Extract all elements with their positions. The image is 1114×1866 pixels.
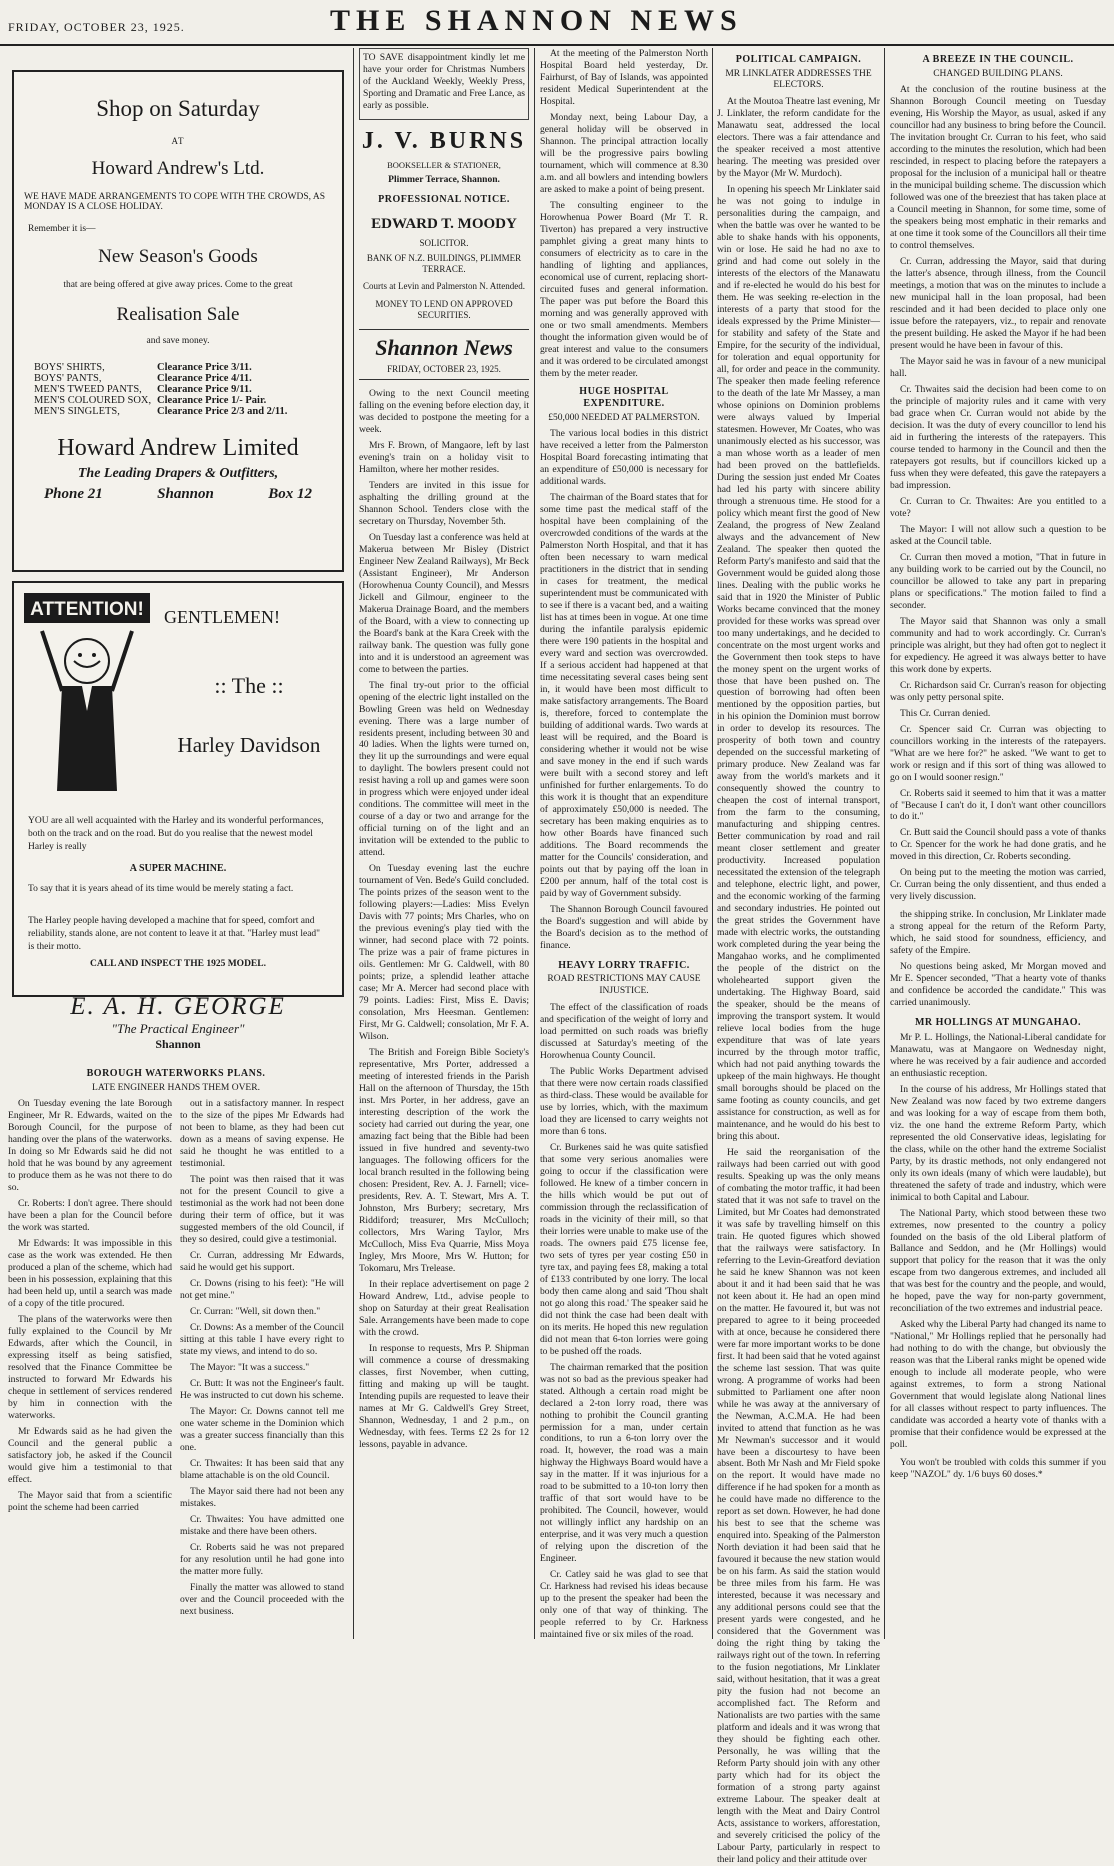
masthead-title: THE SHANNON NEWS xyxy=(330,4,743,37)
ad-dealer-town: Shannon xyxy=(155,1037,201,1051)
paragraph: At the Moutoa Theatre last evening, Mr J. Linklater, the reform candidate for the Manawatu seat, addressed the local electors. There was a fair attendance and the speaker received a most attentive hearing. The meeting was presided over by the Mayor (Mr W. Murdoch). xyxy=(717,96,880,180)
price-row xyxy=(34,406,294,417)
paragraph: In the course of his address, Mr Hollings stated that New Zealand was now faced by two extreme dangers and was looking for a way of escape from them both, viz. the one hand the extreme Reform Party, which represented the old Conservative ideas, legislating for the class, while on the other hand the extreme Socialist Party, by its drastic methods, not only endangered not only its own ideals (many of which were laudable), but threatened the safety of trade and industry, which were inimical to both Capital and Labour. xyxy=(890,1083,1106,1203)
moody-courts: Courts at Levin and Palmerston N. Attended. xyxy=(363,281,525,292)
breeze-paragraphs xyxy=(890,84,1106,903)
column-4 xyxy=(540,48,708,1641)
column-3 xyxy=(359,48,529,1638)
moody-solicitor: SOLICITOR. xyxy=(419,237,469,248)
political-continued-paragraphs xyxy=(890,909,1106,1009)
paragraph: The various local bodies in this district have received a letter from the Palmerston Hospital Board forecasting intimating that an expenditure of £50,000 is necessary for additional wards. xyxy=(540,428,708,488)
paragraph: The British and Foreign Bible Society's representative, Mrs Porter, addressed a meeting of interested friends in the Parish Hall on the afternoon of Thursday, the 15th inst. Mrs Porter, in her address, gave an interesting description of the work the society had carried out during the year, one amazing fact being that the Bible had been issued in five hundred and seventy-two languages. The following officers for the local branch resulted in the following being chosen: President, Rev. A. J. Farnell; vice-presidents, Rev. A. T. Stewart, Mrs A. T. Johnston, Mrs Burbery; secretary, Mrs Riddiford; treasurer, Mrs McCulloch; collectors, Mrs Waring Taylor, Mrs McCulloch, Miss Eva Quarrie, Miss Moya Ingley, Mrs Moore, Mrs W. Hutton; for Tokomaru, Mrs Trelease. xyxy=(359,1047,529,1274)
paragraph: The final try-out prior to the official opening of the electric light installed on the Bowling Green was held on Wednesday evening. There was a large number of residents present, including between 30 and 40 ladies. When the lights were turned on, they lit up the surroundings and were equal to daylight. The bowlers present could not resist having a roll up and games were soon in progress which were enjoyed under ideal conditions. The committee will meet in the course of a day or two and arrange for the official turning on of the light and an invitation will be extended to the public to attend. xyxy=(359,679,529,859)
waterworks-right-column xyxy=(180,1098,344,1621)
paragraph: In opening his speech Mr Linklater said he was not going to indulge in personalities during the campaign, and when the battle was over he wanted to be able to shake hands with his opponents, win or lose. He said he had no axe to grind and had come out solely in the interests of the electors of the Manawatu and if re-elected he would do his best for them. He was seeking re-election in the interests of a party that stood for the ideals expressed by the Prime Minister—for stability and safety of the State and Empire, for the security of the individual, for toleration and equal opportunity for all, for order and peace in the community. The speaker then made feeling reference to the death of the late Mr Massey, a man whose opinions on Dominion problems were always valued by Imperial statesmen. However, Mr Coates, who was unanimously elected as his successor, was a man whose worth as a leader of men had been proved on the battlefields. During the session just ended Mr Coates had led his party with sincere ability through a strenuous time. He stood for a policy which meant first the good of New Zealand, the progress of New Zealand always and the advancement of New Zealand. The speaker then quoted the Reform Party's manifesto and said that the Government would be guided along those lines. Dealing with the public works he said that in 1920 the Minister of Public Works became convinced that the money provided for these works was spread over too many undertakings, and he decided to concentrate on the most urgent works and the Government then took steps to have the money spent on the urgent works of those that have been pushed on. The question of borrowing had often been mentioned by the opposition parties, but in his opinion the Dominion must borrow in order to develop its resources. The prosperity of both town and country depended on the successful marketing of primary produce. New Zealand was far away from the world's markets and it consequently showed the country to cheapen the cost of internal transport, from the farm to the consuming, manufacturing and shipping centres. Better communication by road and rail meant closer settlement and greater productivity. Increased population necessitated the extension of the telegraph and telephone, electric light, and power, and the economic working of the farming and secondary industries. He pointed out the great strides the Government have made with electric works, the outstanding work completed during the year being the Mangahao works, and he complimented the people of the district on the wholehearted support given the undertaking. The Highway Board, said the speaker, should be the means of improving the transport system. It would relieve local bodies from the huge expenditure that was of late years incurred by the through motor traffic, which had not paid anything towards the upkeep of the main highways. He thought small boroughs should be placed on the same footing as county councils, and get assistance for construction, as well as for maintenance, and he would do his best to bring this about. xyxy=(717,184,880,1142)
ad-save: and save money. xyxy=(146,336,210,346)
price-value: Clearance Price 3/11. xyxy=(157,362,252,373)
article-waterworks xyxy=(8,1062,344,1640)
paragraph: The National Party, which stood between these two extremes, now presented to the country a policy founded on the basis of the old Liberal platform of Ballance and Seddon, and he (Mr Hollings) would support that policy for the reason that it was the only escape from two dangerous extremes, and included all that was best for the country and the people, and would, he hoped, pave the way for non-party government, reconciliation of the two extremes and industrial peace. xyxy=(890,1207,1106,1315)
ad-sale: Realisation Sale xyxy=(116,304,240,325)
ad-howard-andrew xyxy=(12,70,344,572)
paragraph: Tenders are invited in this issue for asphalting the drilling ground at the Shannon School. Tenders close with the secretary on Thursday, November 5th. xyxy=(359,479,529,527)
paragraph: No questions being asked, Mr Morgan moved and Mr E. Spencer seconded, "That a hearty vote of thanks and confidence be accorded the candidate." This was carried unanimously. xyxy=(890,961,1106,1009)
paragraph: The Mayor said that Shannon was only a small community and had to work accordingly. Cr. Curran's principle was alright, but they had often got to neglect it for expediency. He agreed it was always better to have this work done by experts. xyxy=(890,615,1106,675)
price-value: Clearance Price 9/11. xyxy=(157,384,252,395)
price-value: Clearance Price 1/- Pair. xyxy=(157,395,267,406)
headline-breeze: A BREEZE IN THE COUNCIL. xyxy=(922,54,1074,65)
paragraph: the shipping strike. In conclusion, Mr Linklater made a strong appeal for the return of the Reform Party, which, he said stood for soundness, efficiency, and safety of the Empire. xyxy=(890,909,1106,957)
column-5 xyxy=(717,48,880,1865)
ad-store-name: Howard Andrew's Ltd. xyxy=(91,158,265,179)
notice-burns xyxy=(359,48,529,120)
price-row xyxy=(34,362,294,373)
price-row xyxy=(34,373,294,384)
price-value: Clearance Price 2/3 and 2/11. xyxy=(157,406,288,417)
masthead-date: FRIDAY, OCTOBER 23, 1925. xyxy=(8,20,185,34)
ad-remember: Remember it is— xyxy=(28,224,96,234)
price-item: BOYS' SHIRTS, xyxy=(34,362,105,373)
subheadline-hospital: £50,000 NEEDED AT PALMERSTON. xyxy=(548,412,700,423)
paragraph: Cr. Curran to Cr. Thwaites: Are you entitled to a vote? xyxy=(890,495,1106,519)
paragraph: Owing to the next Council meeting falling on the evening before election day, it was decided to postpone the meeting for a week. xyxy=(359,387,529,435)
political-paragraphs xyxy=(717,96,880,1866)
paragraph: On Tuesday evening the late Borough Engineer, Mr R. Edwards, waited on the Borough Council, for the purpose of handing over the plans of the waterworks. In doing so Mr Edwards said he did not hold that he was bound by any agreement to produce them as he was not there to do so. xyxy=(8,1098,172,1194)
price-item: MEN'S TWEED PANTS, xyxy=(34,384,142,395)
hollings-paragraphs xyxy=(890,1032,1106,1451)
paragraph: Cr. Curran, addressing the Mayor, said that during the latter's absence, through illness, from the Council meetings, a motion that was on the minutes to include a new municipal hall in the loan proposal, had been rescinded and it had been decided to place only one issue before the ratepayers, viz., to repair and renovate the present building. He asked the Mayor if he had been present would he have been in favour of this. xyxy=(890,256,1106,352)
column-rule xyxy=(534,48,535,1639)
ad-harley-davidson xyxy=(12,581,344,997)
paragraph: Cr. Downs (rising to his feet): "He will not get mine." xyxy=(180,1278,344,1302)
ad-offered: that are being offered at give away prices. Come to the great xyxy=(63,280,293,290)
ad-firm-name: Howard Andrew Limited xyxy=(57,435,299,461)
moody-money: MONEY TO LEND ON APPROVED SECURITIES. xyxy=(375,298,513,320)
paragraph: Cr. Thwaites: You have admitted one mistake and there have been others. xyxy=(180,1513,344,1537)
paragraph: Monday next, being Labour Day, a general holiday will be observed in Shannon. The principal attraction locally will be the progressive pairs bowling tournament, which will commence at 8.30 a.m. and all bowlers and intending bowlers are asked to make a point of being present. xyxy=(540,111,708,195)
subheadline-political: MR LINKLATER ADDRESSES THE ELECTORS. xyxy=(725,68,872,91)
ad-attention: ATTENTION! xyxy=(30,599,144,620)
headline-hollings: MR HOLLINGS AT MUNGAHAO. xyxy=(914,1017,1082,1029)
column-rule xyxy=(353,48,354,1639)
ad-shop-saturday: Shop on Saturday xyxy=(96,96,260,121)
paragraph: On Tuesday evening last the euchre tournament of Ven. Bede's Guild concluded. The points prizes of the season went to the following players:—Ladies: Miss Evelyn Davis with 77 points; Mrs Charles, who on the previous evening's play tied with the winner, had second place with 72 points. The prize was a pair of frame pictures in oils. Gentlemen: Mr G. Caldwell, with 80 points; prize, a splendid leather attache case; Mr A. Mercer had second place with 79 points. Ladies: First, Miss E. Davis; consolation, Mrs Heesman. Gentlemen: First, Mr G. Caldwell; consolation, Mr F. A. Wilson. xyxy=(359,863,529,1043)
paragraph: Cr. Curran then moved a motion, "That in future in any building work to be carried out by the Council, no councillor be allowed to take any part in preparing plans or specifications." The motion failed to find a seconder. xyxy=(890,551,1106,611)
paragraph: Cr. Roberts: I don't agree. There should have been a plan for the Council before the work was started. xyxy=(8,1198,172,1234)
paragraph: Mrs F. Brown, of Mangaore, left by last evening's train on a holiday visit to Hamilton, where her mother resides. xyxy=(359,439,529,475)
ad-at: AT xyxy=(171,136,185,146)
ad-price-list xyxy=(34,362,294,417)
ad-george xyxy=(12,993,344,1055)
lorry-paragraphs xyxy=(540,1002,708,1641)
masthead xyxy=(0,0,1114,46)
ad-box: Box 12 xyxy=(268,486,312,502)
ad-intro: YOU are all well acquainted with the Harley and its wonderful performances, both on the track and on the road. But do you realise that the newest model Harley is really xyxy=(28,816,324,852)
ad-gentlemen: GENTLEMEN! xyxy=(164,607,280,627)
subheadline: LATE ENGINEER HANDS THEM OVER. xyxy=(92,1082,260,1093)
price-item: MEN'S COLOURED SOX, xyxy=(34,395,152,406)
paragraph: Cr. Butt: It was not the Engineer's fault. He was instructed to cut down his scheme. xyxy=(180,1378,344,1402)
column-rule xyxy=(884,48,885,1639)
ad-dealer-tag: "The Practical Engineer" xyxy=(111,1021,245,1036)
ad-tagline: The Leading Drapers & Outfitters, xyxy=(77,466,279,481)
headline: BOROUGH WATERWORKS PLANS. xyxy=(86,1068,266,1079)
paragraph: The point was then raised that it was not for the present Council to give a testimonial as the work had not been done during their term of office, but it was suggested members of the old Council, if they so desired, could give a testimonial. xyxy=(180,1174,344,1246)
paragraph: Cr. Thwaites said the decision had been come to on the principle of majority rules and it came with very bad grace when Cr. Curran would not abide by the decision. It was the duty of every councillor to lend his aid in furthering the interests of the ratepayers. This course tended to harmony in the Council and then the ratepayers got results, but if councillors kicked up a fuss when they were defeated, this gave the ratepayers a bad impression. xyxy=(890,384,1106,491)
price-item: BOYS' PANTS, xyxy=(34,373,102,384)
paragraph: The Mayor: Cr. Downs cannot tell me one water scheme in the Dominion which was a greater success financially than this one. xyxy=(180,1406,344,1453)
headline-hospital: HUGE HOSPITAL EXPENDITURE. xyxy=(579,385,669,410)
paragraph: Asked why the Liberal Party had changed its name to "National," Mr Hollings replied that he personally had had nothing to do with the change, but obviously the reason was that the Liberal ranks might be opened wide enough to include all moderate people, who were against extremes, to form a strong National Government that would legislate along National lines for all classes without respect to party influences. The candidate was accorded a hearty vote of thanks with a promise that their confidence would be expressed at the poll. xyxy=(890,1319,1106,1451)
burns-trade: BOOKSELLER & STATIONER, xyxy=(387,159,501,170)
paragraph: The Mayor said that from a scientific point the scheme had been carried xyxy=(8,1489,172,1513)
moody-bank: BANK OF N.Z. BUILDINGS, PLIMMER TERRACE. xyxy=(366,252,522,275)
paragraph: Cr. Spencer said Cr. Curran was objecting to councillors working in the interests of the ratepayers. "What are we here for?" he asked. "We want to get to work or resign and if this sort of thing was allowed to go on I would sooner resign." xyxy=(890,723,1106,783)
attention-man-illustration xyxy=(22,591,152,811)
paragraph: Cr. Thwaites: It has been said that any blame attachable is on the old Council. xyxy=(180,1457,344,1481)
column-rule xyxy=(712,48,713,1639)
column-4-paragraphs xyxy=(540,48,708,380)
paragraph: At the conclusion of the routine business at the Shannon Borough Council meeting on Tuesday evening, His Worship the Mayor, as usual, asked if any councillor had any business to bring before the Council. The invitation brought Cr. Curran to his feet, who said according to the minutes the resolution, which had been rescinded, in respect to placing before the ratepayers a proposal for the inclusion of a municipal hall or theatre in the municipal building scheme. The discussion which followed was one of the breeziest that has taken place at a Council meeting in Shannon, for some time, some of the speakers being most emphatic in their remarks and at one time it took some of the Councillors all their time to control themselves. xyxy=(890,84,1106,252)
ad-brand: Harley Davidson xyxy=(177,733,321,757)
paragraph: The chairman of the Board states that for some time past the medical staff of the hospital have been complaining of the overcrowded conditions of the wards at the Palmerston North Hospital, and that it has often been necessary to warn medical practitioners in the district that in sending in cases for treatment, the medical superintendent must be communicated with to see if there is a vacant bed, and a waiting list has at times been in vogue. At one time during the infantile paralysis epidemic there were 190 patients in the hospital and every ward and section was overcrowded. If a serious accident had happened at that time necessitating several cases being sent in, it would have been most difficult to make satisfactory arrangements. The Board is, therefore, forced to contemplate the building of additional wards. Two wards at least will be required, and the Board is considering whether it would not be wise and save money in the end if such wards were built with a second storey and left unfinished for further enlargements. To do this work it is thought that an expenditure of approximately £50,000 is needed. The secretary has been making enquiries as to how other Boards have financed such additions. The Board recommends the matter for the Councils' consideration, and points out that by paying off the loan in £200 per annum, half of the total cost is paid by way of Government subsidy. xyxy=(540,492,708,899)
waterworks-left-column xyxy=(8,1098,172,1621)
ad-people: The Harley people having developed a machine that for speed, comfort and reliability, stands alone, are not content to leave it at that. "Harley must lead" is their motto. xyxy=(28,916,321,952)
flag-title: Shannon News xyxy=(359,329,529,362)
paragraph: The Public Works Department advised that there were now certain roads classified as third-class. These would be available for use by lorries, which, with the maximum load they are licensed to carry weights not more than 6 tons. xyxy=(540,1065,708,1137)
paragraph: At the meeting of the Palmerston North Hospital Board held yesterday, Dr. Fairhurst, of Bay of Islands, was appointed resident Medical Superintendent at the Hospital. xyxy=(540,48,708,107)
price-item: MEN'S SINGLETS, xyxy=(34,406,120,417)
subheadline-lorry: ROAD RESTRICTIONS MAY CAUSE INJUSTICE. xyxy=(547,974,701,997)
paragraph: Mr P. L. Hollings, the National-Liberal candidate for Manawatu, was at Mangaore on Wednesday night, where he was received by a fair audience and accorded an enthusiastic reception. xyxy=(890,1031,1106,1079)
ad-arrangement: WE HAVE MADE ARRANGEMENTS TO COPE WITH THE CROWDS, AS MONDAY IS A CLOSE HOLIDAY. xyxy=(24,192,326,212)
ad-new-goods: New Season's Goods xyxy=(98,246,258,267)
paragraph: The effect of the classification of roads and specification of the weight of lorry and load permitted on such roads was briefly discussed at Saturday's meeting of the Horowhenua County Council. xyxy=(540,1002,708,1061)
headline-political: POLITICAL CAMPAIGN. xyxy=(735,54,862,65)
paragraph: In response to requests, Mrs P. Shipman will commence a course of dressmaking classes, first November, when cutting, fitting and making up will be taught. Intending pupils are requested to leave their names at Mr G. Caldwell's Grey Street, Shannon, Wednesday, 1 and 2 p.m., on Wednesday, with fees. Terms £2 2s for 12 lessons, payable in advance. xyxy=(359,1342,529,1450)
professional-notice-heading: PROFESSIONAL NOTICE. xyxy=(378,194,510,206)
paragraph: The plans of the waterworks were then fully explained to the Council by Mr Edwards, after which the Council, in expressing itself as being satisfied, resolved that the Finance Committee be instructed to forward Mr Edwards his cheque in settlement of services rendered by him in connection with the waterworks. xyxy=(8,1314,172,1421)
paragraph: The Mayor: "It was a success." xyxy=(190,1362,310,1374)
paragraph: Cr. Roberts said he was not prepared for any resolution until he had gone into the matter more fully. xyxy=(180,1541,344,1577)
paragraph: Cr. Burkenes said he was quite satisfied that some very serious anomalies were going to occur if the classification were followed. He knew of a timber concern in the hills which would be put out of commission through the reclassification of roads in the vicinity of their mill, so that their lorries were unable to make use of the roads. The owners paid £75 license fee, two sets of tyres per year costing £50 in tyre tax, and paying fees £8, making a total of £133 contributed by one lorry. The local body then came along and said 'Thou shalt not go along this road.' The speaker said he did not think the case had been dealt with on its merits. He hoped this new regulation did not mean that 6-ton lorries were going to be pushed off the roads. xyxy=(540,1141,708,1357)
moody-name: EDWARD T. MOODY xyxy=(371,215,517,232)
paragraph: The chairman remarked that the position was not so bad as the previous speaker had stated. Although a certain road might be declared a 2-ton lorry road, there was nothing to prohibit the Council granting permission for a man, under certain conditions, to run a 6-ton lorry over the road. It, however, the road was a main highway the Highways Board would have a say in the matter. If it was injurious for a road to be submitted to a 10-ton lorry then traffic of that sort would have to be prohibited. The Council, however, would not willingly inflict any hardship on an enterprise, and it was very much a question of relying upon the discretion of the Engineer. xyxy=(540,1361,708,1565)
paragraph: Cr. Catley said he was glad to see that Cr. Harkness had revised his ideas because up to the present the speaker had been the only one of that way of thinking. The people referred to by Cr. Harkness maintained five or six miles of the road. xyxy=(540,1569,708,1641)
paragraph: out in a satisfactory manner. In respect to the size of the pipes Mr Edwards had not been to blame, as they had been cut down as a means of saving expense. He said he thought he was entitled to a testimonial. xyxy=(180,1098,344,1170)
paragraph: Cr. Richardson said Cr. Curran's reason for objecting was only petty personal spite. xyxy=(890,679,1106,703)
paragraph: On Tuesday last a conference was held at Makerua between Mr Bisley (District Engineer New Zealand Railways), Mr Beck (Assistant Engineer), Mr Anderson (Horowhenua County Council), and Messrs Jickell and Gilmour, engineer to the Makerua Drainage Board, and the members of the Board, with a view to connecting up the Board's bank at the Kara Creek with the railway bank. The question was fully gone into and it is understood an agreement was come to between the parties. xyxy=(359,531,529,675)
burns-address: Plimmer Terrace, Shannon. xyxy=(388,174,500,185)
paragraph: Cr. Butt said the Council should pass a vote of thanks to Cr. Spencer for the work he had done gratis, and he moved in this direction, Cr. Roberts seconding. xyxy=(890,827,1106,863)
headline-lorry: HEAVY LORRY TRAFFIC. xyxy=(558,959,690,971)
subheadline-breeze: CHANGED BUILDING PLANS. xyxy=(933,68,1063,79)
nazol-ad: You won't be troubled with colds this summer if you keep "NAZOL" dy. 1/6 buys 60 doses.* xyxy=(890,1457,1106,1481)
ad-phone: Phone 21 xyxy=(44,486,103,502)
ad-super: A SUPER MACHINE. xyxy=(129,863,227,874)
paragraph: Finally the matter was allowed to stand over and the Council proceeded with the next business. xyxy=(180,1581,344,1617)
ad-ahead: To say that it is years ahead of its time would be merely stating a fact. xyxy=(28,884,294,894)
paragraph: The Mayor said there had not been any mistakes. xyxy=(180,1485,344,1509)
paragraph: Mr Edwards said as he had given the Council and the general public a satisfactory job, he asked if the Council would give him a testimonial to that effect. xyxy=(8,1425,172,1485)
column-6 xyxy=(890,48,1106,1638)
ad-town: Shannon xyxy=(157,486,214,502)
paragraph: The Shannon Borough Council favoured the Board's suggestion and will abide by the Board's decision as to the method of finance. xyxy=(540,903,708,951)
paragraph: In their replace advertisement on page 2 Howard Andrew, Ltd., advise people to shop on Saturday at their great Realisation Sale. Arrangements have been made to cope with the crowd. xyxy=(359,1278,529,1338)
paragraph: The consulting engineer to the Horowhenua Power Board (Mr T. R. Tiverton) has prepared a very instructive pamphlet giving a great many hints to consumers of electricity as to care in the handling of lighting and appliances, economical use of current, replacing short-circuited fuses and general information. The paper was put before the Board this morning and was generally approved with one or two small amendments. Members thought the information given would be of great interest and value to the consumers and it was ordered to be circulated amongst them by the meter reader. xyxy=(540,199,708,379)
paragraph: The Mayor: I will not allow such a question to be asked at the Council table. xyxy=(890,523,1106,547)
flag-date: FRIDAY, OCTOBER 23, 1925. xyxy=(359,364,529,380)
paragraph: Cr. Curran: "Well, sit down then." xyxy=(190,1306,321,1318)
paragraph: Cr. Downs: As a member of the Council sitting at this table I have every right to state my views, and intend to do so. xyxy=(180,1322,345,1358)
paragraph: He said the reorganisation of the railways had been carried out with good results. Speaking up was the only means of combating the motor traffic, it had been stated that it was not safe to travel on the Limited, but Mr Coates had demonstrated it was safe by travelling himself on this train. He quoted figures which showed that the railways were satisfactory. In referring to the Levin-Greatford deviation he said he knew Shannon was not keen about it and it had been said that he was not keen about it. He had an open mind on the matter. He favoured it, but was not prepared to agree to it being proceeded with at once, because he considered there were far more important works to be done first. It had been said that he voted against the scheme last session. That was quite wrong. A programme of works had been submitted to Parliament one after noon while he was away at the anniversary of the Newman, A.C.M.A. He had been invited to attend that function as he was Mr Newman's successor and it would have been a discourtesy to have been absent. Both Mr Nash and Mr Field spoke on the report. It would have made no difference if he had spoken for a month as he could have made no difference to the report as set down. However, he had done his best to see that the scheme was enquired into. Speaking of the Palmerston North deviation it had been said that he favoured it because the new station would be on his farm. As said the station would be three miles from his farm. He was interested, because it was necessary and any additional persons could see that the present yards were congested, and he considered that the Government was doing the right thing by taking the railways right out of the town. In referring to the fusion negotiations, Mr Linklater said, without hesitation, that it was a great pity the fusion had not become an accomplished fact. The Reform and Nationalists are two parties with the same platform and ideals and it was wrong that they should be fighting each other. Personally, he was willing that the Reform Party should join with any other party which had for its object the formation of a strong party against extreme Labour. The speaker dealt at length with the Meat and Dairy Control Acts, assistance to workers, afforestation, and severely criticised the policy of the Labour Party, particularly in respect to their land policy and their attitude over xyxy=(717,1146,880,1865)
notice-text: TO SAVE disappointment kindly let me have your order for Christmas Numbers of the Auckland Weekly, Weekly Press, Sporting and Dramatic and Free Lance, as early as possible. xyxy=(363,52,525,111)
paragraph: Cr. Curran, addressing Mr Edwards, said he would get his support. xyxy=(180,1250,344,1274)
price-row xyxy=(34,384,294,395)
hospital-paragraphs xyxy=(540,428,708,951)
ad-call: CALL AND INSPECT THE 1925 MODEL. xyxy=(90,959,266,969)
paragraph: The Mayor said he was in favour of a new municipal hall. xyxy=(890,356,1106,380)
ad-the: :: The :: xyxy=(214,673,284,698)
paragraph: This Cr. Curran denied. xyxy=(900,707,991,719)
paragraph: Cr. Roberts said it seemed to him that it was a matter of "Because I can't do it, I don't want other councillors to do it." xyxy=(890,787,1106,823)
column-3-paragraphs xyxy=(359,388,529,1451)
paragraph: Mr Edwards: It was impossible in this case as the work was extended. He then produced a plan of the scheme, which had been in his possession, explaining that this had been held up, until a search was made of a copy of the title procured. xyxy=(8,1238,172,1310)
ad-dealer: E. A. H. GEORGE xyxy=(70,993,286,1020)
burns-name: J. V. BURNS xyxy=(361,127,527,154)
paragraph: On being put to the meeting the motion was carried, Cr. Curran being the only dissentient, and thus ended a very lively discussion. xyxy=(890,867,1106,903)
price-row xyxy=(34,395,294,406)
price-value: Clearance Price 4/11. xyxy=(157,373,252,384)
